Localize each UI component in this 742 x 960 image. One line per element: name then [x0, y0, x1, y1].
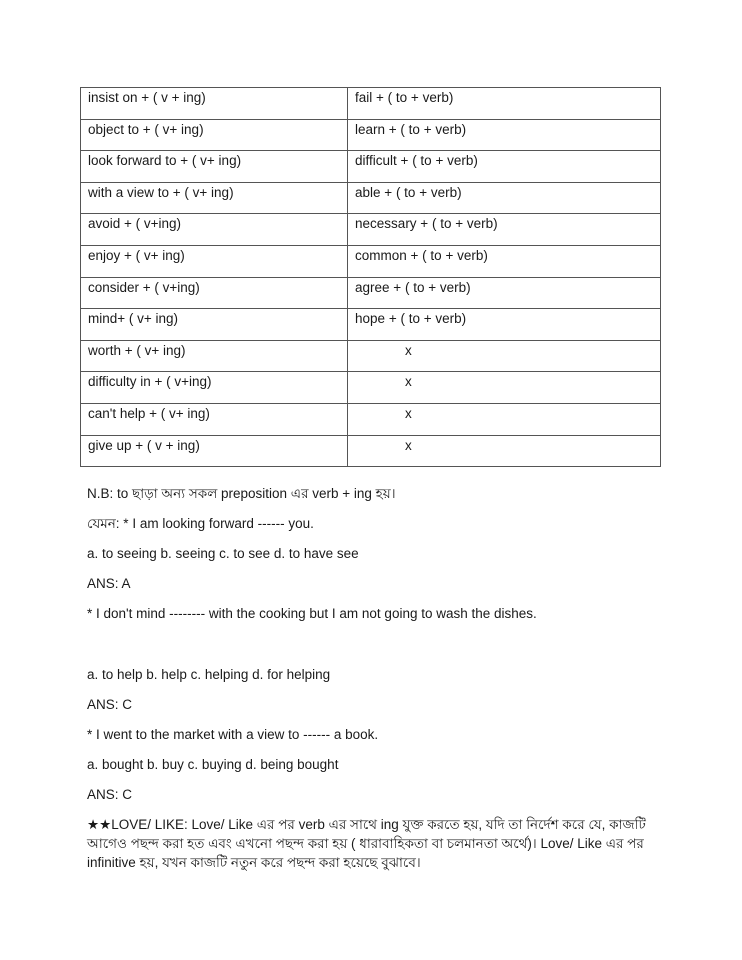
- table-row: [81, 277, 661, 309]
- table-cell-infinitive: common + ( to + verb): [348, 245, 661, 277]
- table-cell-gerund: with a view to + ( v+ ing): [81, 182, 348, 214]
- table-row: [81, 214, 661, 246]
- table-cell-infinitive: agree + ( to + verb): [348, 277, 661, 309]
- table-row: [81, 182, 661, 214]
- table-cell-infinitive: x: [348, 372, 661, 404]
- question-2-options: a. to help b. help c. helping d. for helping: [87, 667, 331, 682]
- table-cell-infinitive: able + ( to + verb): [348, 182, 661, 214]
- table-cell-gerund: object to + ( v+ ing): [81, 119, 348, 151]
- table-cell-infinitive: hope + ( to + verb): [348, 309, 661, 341]
- table-cell-gerund: worth + ( v+ ing): [81, 340, 348, 372]
- question-3-options: a. bought b. buy c. buying d. being bought: [87, 757, 339, 772]
- table-row: [81, 88, 661, 120]
- table-cell-infinitive: x: [348, 403, 661, 435]
- question-1-options: a. to seeing b. seeing c. to see d. to have see: [87, 546, 359, 561]
- table-cell-gerund: enjoy + ( v+ ing): [81, 245, 348, 277]
- table-cell-gerund: can't help + ( v+ ing): [81, 403, 348, 435]
- table-cell-gerund: look forward to + ( v+ ing): [81, 151, 348, 183]
- table-cell-infinitive: x: [348, 340, 661, 372]
- table-cell-infinitive: learn + ( to + verb): [348, 119, 661, 151]
- table-cell-infinitive: fail + ( to + verb): [348, 88, 661, 120]
- table-cell-infinitive: difficult + ( to + verb): [348, 151, 661, 183]
- verb-pattern-table: [80, 87, 661, 467]
- table-row: [81, 403, 661, 435]
- table-cell-gerund: avoid + ( v+ing): [81, 214, 348, 246]
- table-row: [81, 151, 661, 183]
- table-body: [81, 88, 661, 467]
- example-intro: যেমন: * I am looking forward ------ you.: [87, 516, 314, 531]
- table-cell-gerund: mind+ ( v+ ing): [81, 309, 348, 341]
- table-cell-gerund: consider + ( v+ing): [81, 277, 348, 309]
- question-1-answer: ANS: A: [87, 576, 131, 591]
- table-cell-gerund: insist on + ( v + ing): [81, 88, 348, 120]
- table-cell-gerund: difficulty in + ( v+ing): [81, 372, 348, 404]
- question-2: * I don't mind -------- with the cooking but I am not going to wash the dishes.: [87, 606, 537, 621]
- table-cell-infinitive: necessary + ( to + verb): [348, 214, 661, 246]
- table-cell-gerund: give up + ( v + ing): [81, 435, 348, 467]
- table-row: [81, 372, 661, 404]
- table-row: [81, 245, 661, 277]
- table-row: [81, 119, 661, 151]
- question-3: * I went to the market with a view to ------ a book.: [87, 727, 379, 742]
- love-like-note: ★★LOVE/ LIKE: Love/ Like এর পর verb এর সাথে ing যুক্ত করতে হয়, যদি তা নির্দেশ করে যে, কাজটি আগেও পছন্দ করা হত এবং এখনো পছন্দ করা হয় ( ধারাবাহিকতা বা চলমানতা অর্থে)। Love/ Like এর পর infinitive হয়, যখন কাজটি নতুন করে পছন্দ করা হয়েছে বুঝাবে।: [87, 817, 646, 870]
- question-2-answer: ANS: C: [87, 697, 133, 712]
- nb-note: N.B: to ছাড়া অন্য সকল preposition এর verb + ing হয়।: [87, 486, 396, 501]
- table-row: [81, 309, 661, 341]
- question-3-answer: ANS: C: [87, 787, 133, 802]
- table-row: [81, 435, 661, 467]
- table-row: [81, 340, 661, 372]
- table-cell-infinitive: x: [348, 435, 661, 467]
- notes-section: [87, 484, 667, 872]
